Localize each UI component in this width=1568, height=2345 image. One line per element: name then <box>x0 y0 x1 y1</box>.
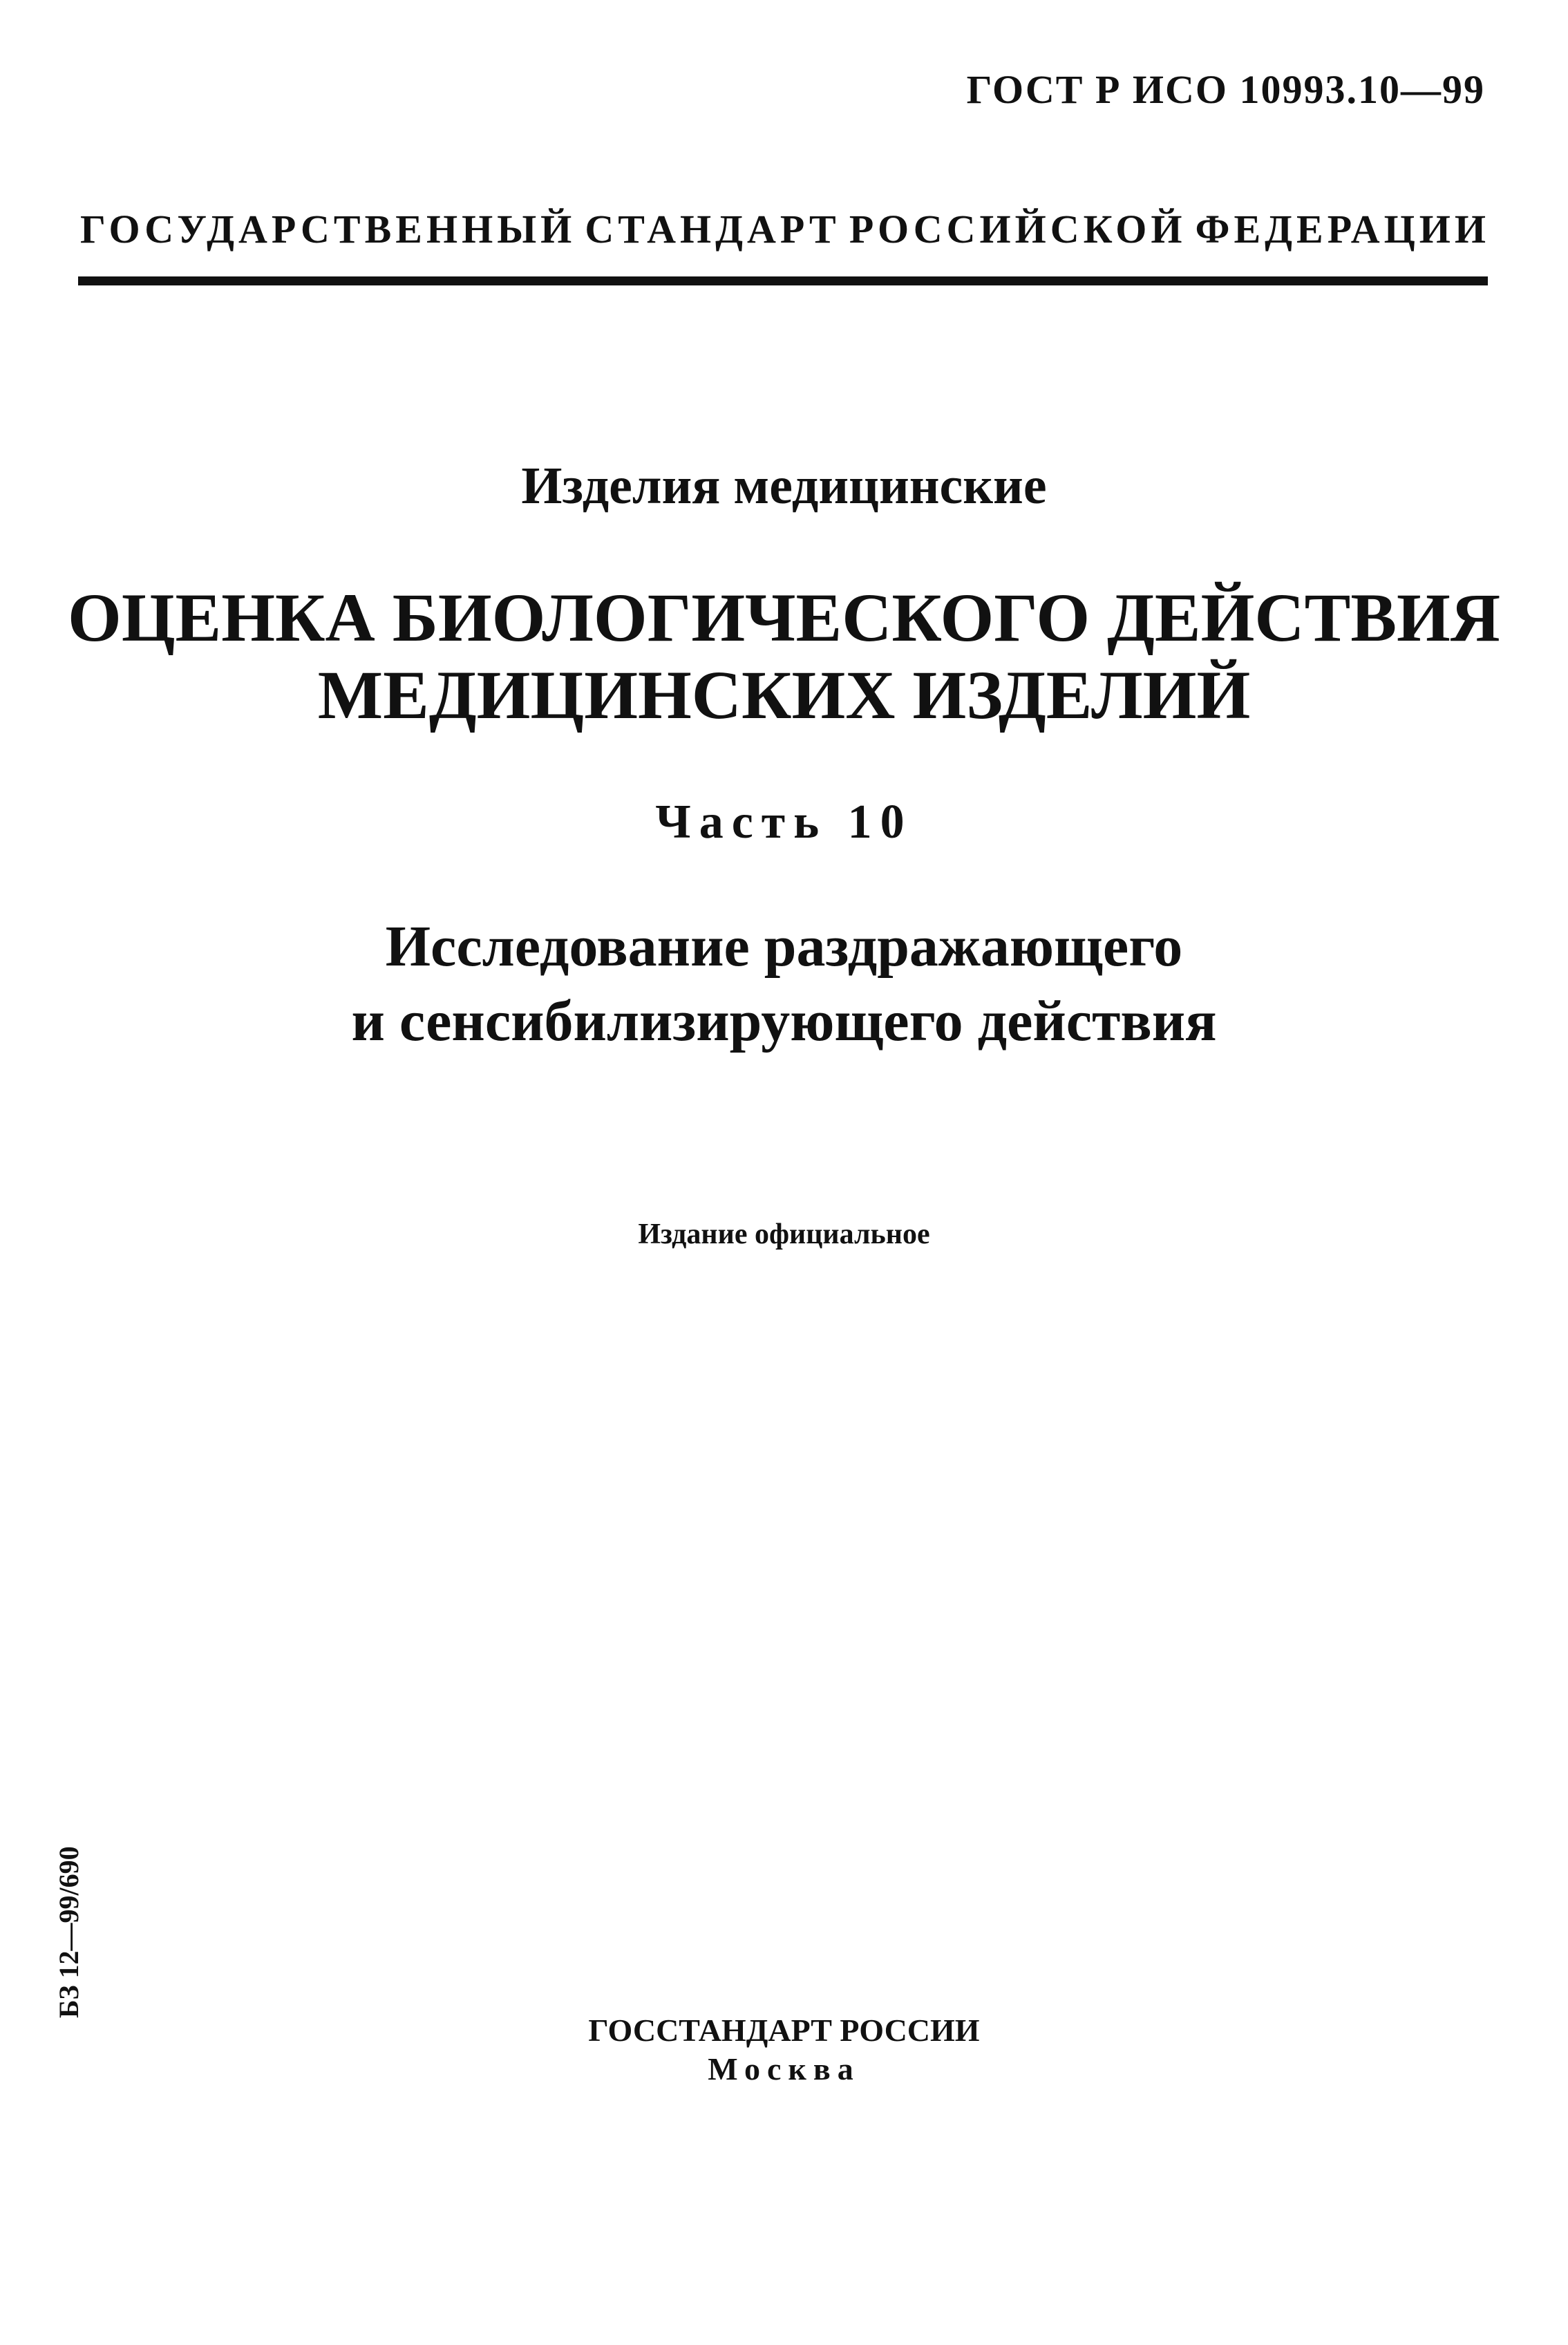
side-code: БЗ 12—99/690 <box>53 1846 84 2018</box>
standard-number: ГОСТ Р ИСО 10993.10—99 <box>966 67 1485 112</box>
part-label: Часть 10 <box>655 795 913 849</box>
edition-note: Издание официальное <box>638 1218 930 1250</box>
main-title-line: ОЦЕНКА БИОЛОГИЧЕСКОГО ДЕЙСТВИЯ <box>67 579 1501 656</box>
state-standard-header <box>80 206 1490 252</box>
header-rule <box>78 276 1488 285</box>
subtitle-line: Исследование раздражающего <box>385 914 1183 979</box>
series-title: Изделия медицинские <box>521 457 1047 515</box>
publisher-name: ГОССТАНДАРТ РОССИИ <box>588 2013 980 2048</box>
subtitle-line: и сенсибилизирующего действия <box>351 989 1217 1053</box>
header-word: ГОСУДАРСТВЕННЫЙ <box>80 207 576 252</box>
publisher-block <box>0 2011 1568 2089</box>
header-word: СТАНДАРТ <box>585 207 840 252</box>
header-word: РОССИЙСКОЙ <box>849 207 1187 252</box>
main-title <box>0 579 1568 734</box>
main-title-line: МЕДИЦИНСКИХ ИЗДЕЛИЙ <box>317 657 1251 733</box>
header-word: ФЕДЕРАЦИИ <box>1195 207 1490 252</box>
subtitle <box>0 910 1568 1059</box>
publisher-city: Москва <box>708 2051 860 2087</box>
